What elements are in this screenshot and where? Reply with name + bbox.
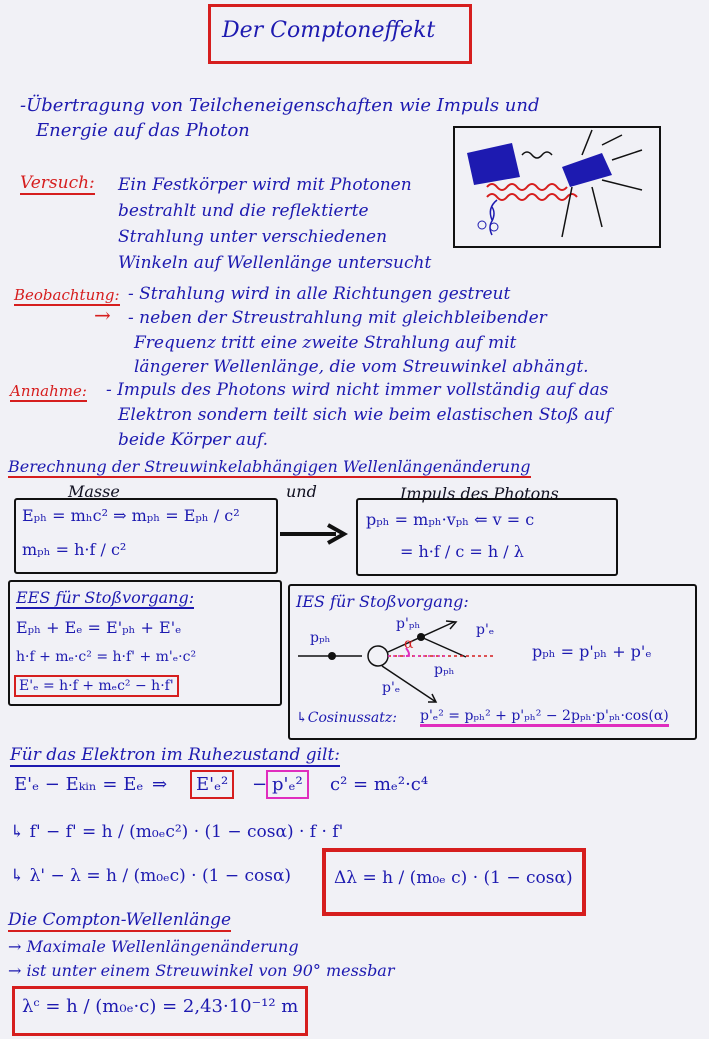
impuls-formula-2: = h·f / c = h / λ bbox=[400, 542, 524, 561]
ees-line-1: Eₚₕ + Eₑ = E'ₚₕ + E'ₑ bbox=[16, 618, 182, 637]
versuch-line-3: Strahlung unter verschiedenen bbox=[118, 227, 388, 247]
annahme-line-3: beide Körper auf. bbox=[118, 430, 268, 450]
beobachtung-line-1: - Strahlung wird in alle Richtungen gestreut bbox=[128, 284, 511, 304]
ies-p-ph2: pₚₕ bbox=[434, 662, 455, 678]
ies-relation: pₚₕ = p'ₚₕ + p'ₑ bbox=[532, 642, 652, 661]
ees-title: EES für Stoßvorgang: bbox=[16, 588, 195, 607]
versuch-line-1: Ein Festkörper wird mit Photonen bbox=[118, 175, 412, 195]
beobachtung-line-2: - neben der Streustrahlung mit gleichbleibender bbox=[128, 308, 547, 328]
ruhe-box-p: p'ₑ² bbox=[266, 770, 309, 799]
ies-p-e: p'ₑ bbox=[476, 622, 495, 638]
annahme-label: Annahme: bbox=[10, 382, 87, 400]
page-title: Der Comptoneffekt bbox=[222, 18, 436, 43]
beobachtung-arrow: → bbox=[94, 303, 111, 327]
ies-p-e-low: p'ₑ bbox=[382, 680, 401, 696]
ruhe-line-2: ↳ f' − f' = h / (m₀ₑc²) · (1 − cosα) · f · f' bbox=[10, 822, 344, 842]
versuch-line-2: bestrahlt und die reflektierte bbox=[118, 201, 369, 221]
compton-formula: λᶜ = h / (m₀ₑ·c) = 2,43·10⁻¹² m bbox=[22, 996, 299, 1017]
impuls-label: Impuls des Photons bbox=[400, 484, 559, 503]
masse-formula-1: Eₚₕ = mₕc² ⇒ mₚₕ = Eₚₕ / c² bbox=[22, 506, 240, 525]
compton-line-1: → Maximale Wellenlängenänderung bbox=[8, 937, 299, 956]
ruhe-minus: − bbox=[252, 774, 268, 795]
ies-title: IES für Stoßvorgang: bbox=[296, 592, 469, 611]
beobachtung-line-3: Frequenz tritt eine zweite Strahlung auf mit bbox=[134, 333, 517, 353]
annahme-line-1: - Impuls des Photons wird nicht immer vollständig auf das bbox=[106, 380, 609, 400]
ies-cos-formula: p'ₑ² = pₚₕ² + p'ₚₕ² − 2pₚₕ·p'ₚₕ·cos(α) bbox=[420, 708, 669, 727]
beobachtung-label: Beobachtung: bbox=[14, 286, 120, 304]
impuls-formula-1: pₚₕ = mₚₕ·vₚₕ ⇐ v = c bbox=[366, 510, 535, 529]
intro-line-2: Energie auf das Photon bbox=[36, 120, 250, 141]
ies-p-out: p'ₚₕ bbox=[396, 616, 421, 632]
annahme-line-2: Elektron sondern teilt sich wie beim elastischen Stoß auf bbox=[118, 405, 612, 425]
ruhe-title: Für das Elektron im Ruhezustand gilt: bbox=[10, 745, 341, 765]
versuch-line-4: Winkeln auf Wellenlänge untersucht bbox=[118, 253, 432, 273]
ruhe-arrow: ⇒ bbox=[152, 774, 168, 795]
result-formula: Δλ = h / (m₀ₑ c) · (1 − cosα) bbox=[334, 868, 573, 888]
und-label: und bbox=[286, 482, 317, 501]
ruhe-line-3: ↳ λ' − λ = h / (m₀ₑc) · (1 − cosα) bbox=[10, 866, 292, 886]
masse-label: Masse bbox=[68, 482, 120, 501]
ruhe-box-e: E'ₑ² bbox=[190, 770, 234, 799]
intro-line-1: -Übertragung von Teilcheneigenschaften wie Impuls und bbox=[20, 95, 540, 116]
masse-formula-2: mₚₕ = h·f / c² bbox=[22, 540, 127, 559]
ies-cos-label: ↳Cosinussatz: bbox=[296, 710, 398, 726]
ees-line-3: E'ₑ = h·f + mₑc² − h·f' bbox=[14, 675, 179, 697]
ruhe-line-1c: c² = mₑ²·c⁴ bbox=[330, 774, 429, 795]
ies-p-in: pₚₕ bbox=[310, 630, 331, 646]
ees-line-2: h·f + mₑ·c² = h·f' + m'ₑ·c² bbox=[16, 649, 197, 665]
berechnung-heading: Berechnung der Streuwinkelabhängigen Wellenlängenänderung bbox=[8, 457, 531, 476]
compton-sketch bbox=[452, 125, 662, 250]
ruhe-line-1: E'ₑ − Eₖᵢₙ = Eₑ bbox=[14, 774, 144, 795]
ies-alpha: α bbox=[404, 636, 414, 652]
compton-title: Die Compton-Wellenlänge bbox=[8, 910, 232, 930]
beobachtung-line-4: längerer Wellenlänge, die vom Streuwinkel abhängt. bbox=[134, 357, 589, 377]
versuch-label: Versuch: bbox=[20, 173, 95, 193]
compton-line-2: → ist unter einem Streuwinkel von 90° messbar bbox=[8, 961, 395, 980]
arrow-icon bbox=[278, 522, 348, 546]
